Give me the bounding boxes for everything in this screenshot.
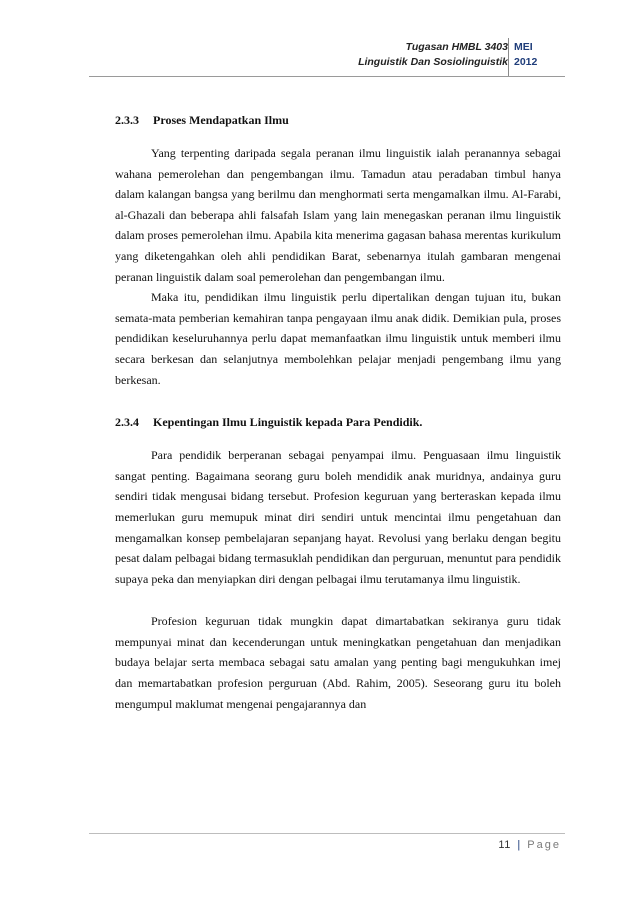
section-title: Proses Mendapatkan Ilmu	[153, 112, 289, 127]
header-year: 2012	[514, 56, 538, 68]
document-body	[115, 110, 561, 714]
footer-divider	[89, 833, 565, 834]
page-footer	[498, 839, 561, 851]
header-course-info	[358, 40, 508, 70]
header-divider-horizontal	[89, 76, 565, 77]
page-header	[0, 40, 638, 80]
paragraph: Maka itu, pendidikan ilmu linguistik perlu dipertalikan dengan tujuan itu, bukan semata-mata pemberian kemahiran tanpa pengayaan ilmu anak didik. Demikian pula, proses pendidikan keseluruhannya perlu dapat memanfaatkan ilmu linguistik untuk memberi ilmu secara berkesan dan selanjutnya membolehkan pelajar menjadi pengembang ilmu yang berkesan.	[115, 290, 561, 387]
section-title: Kepentingan Ilmu Linguistik kepada Para Pendidik.	[153, 414, 423, 429]
page-label: Page	[527, 839, 561, 851]
paragraph: Para pendidik berperanan sebagai penyampai ilmu. Penguasaan ilmu linguistik sangat penting. Bagaimana seorang guru boleh mendidik anak muridnya, andainya guru sendiri tidak mengusai bidang tersebut. Profesion keguruan yang berteraskan kepada ilmu memerlukan guru memupuk minat diri sendiri untuk mencintai ilmu pengetahuan dan mengamalkan konsep pembelajaran sepanjang hayat. Revolusi yang berlaku dengan begitu pesat dalam pelbagai bidang termasuklah pendidikan dan perguruan, menuntut para pendidik supaya peka dan menyiapkan diri dengan pelbagai ilmu terutamanya ilmu linguistik.	[115, 448, 561, 586]
section-number: 2.3.4	[115, 414, 139, 429]
header-month: MEI	[514, 41, 533, 53]
paragraph: Profesion keguruan tidak mungkin dapat dimartabatkan sekiranya guru tidak mempunyai minat dan kecenderungan untuk meningkatkan pengetahuan dan menjadikan budaya belajar serta membaca sebagai satu amalan yang penting bagi mengukuhkan imej dan memartabatkan profesion perguruan (Abd. Rahim, 2005). Seseorang guru itu boleh mengumpul maklumat mengenai pengajarannya dan	[115, 614, 561, 711]
paragraph: Yang terpenting daripada segala peranan ilmu linguistik ialah peranannya sebagai wahana pemerolehan dan pengembangan ilmu. Tamadun atau peradaban timbul hanya dalam kalangan bangsa yang berilmu dan menghormati serta mengamalkan ilmu. Al-Farabi, al-Ghazali dan beberapa ahli falsafah Islam yang lain menegaskan peranan ilmu linguistik dalam proses pemerolehan ilmu. Apabila kita menerima gagasan bahasa merentas kurikulum yang diketengahkan oleh ahli pendidikan Barat, sebenarnya itulah gambaran mengenai peranan linguistik dalam soal pemerolehan dan pengembangan ilmu.	[115, 146, 561, 284]
header-course-code: Tugasan HMBL 3403	[405, 41, 508, 53]
footer-separator: |	[517, 839, 521, 851]
section-heading-2-3-4	[115, 412, 561, 432]
page-number: 11	[498, 839, 511, 851]
header-date	[514, 40, 574, 70]
section-heading-2-3-3	[115, 110, 561, 130]
section-number: 2.3.3	[115, 112, 139, 127]
header-divider-vertical	[508, 38, 509, 76]
header-course-name: Linguistik Dan Sosiolinguistik	[358, 56, 508, 68]
